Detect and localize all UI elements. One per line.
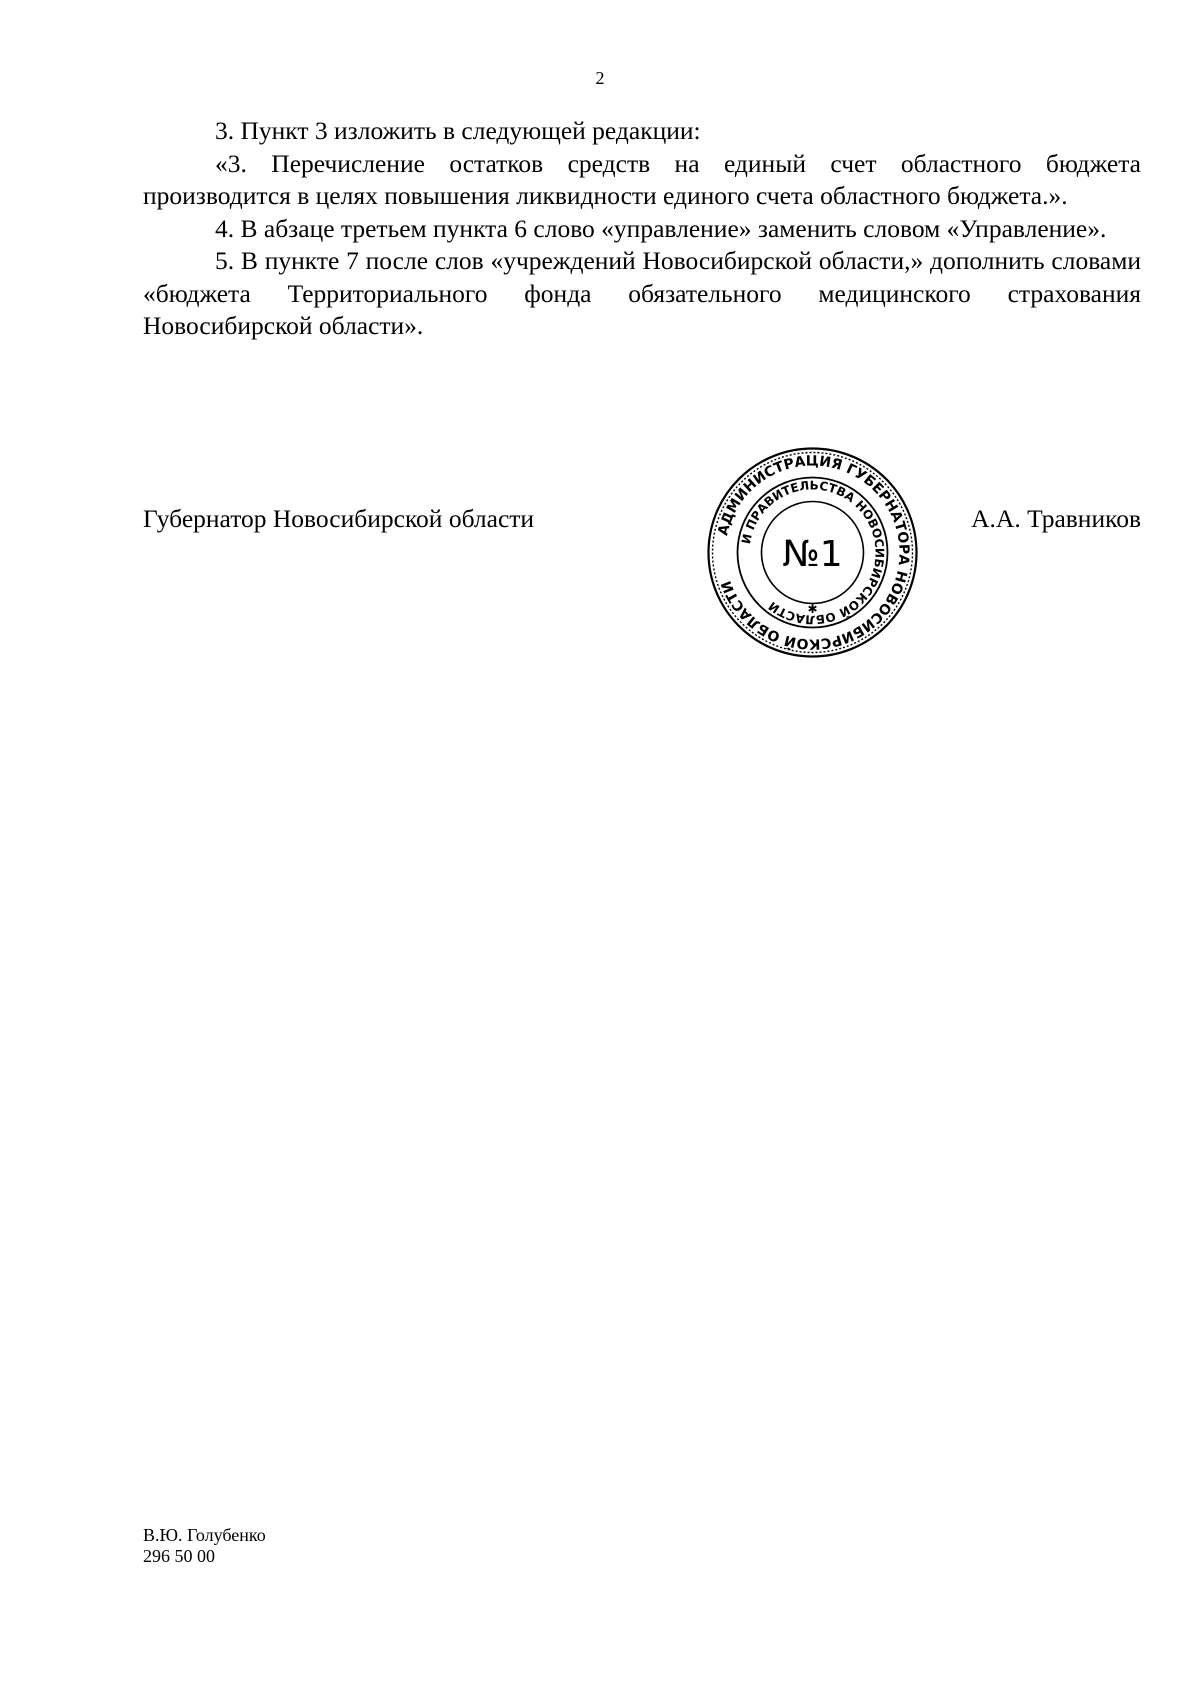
document-body	[143, 115, 1141, 343]
paragraph-item-3: 3. Пункт 3 изложить в следующей редакции:	[215, 116, 701, 145]
seal-outer-text: АДМИНИСТРАЦИЯ ГУБЕРНАТОРА НОВОСИБИРСКОЙ ОБЛАСТИ	[715, 453, 912, 652]
paragraph-item-4: 4. В абзаце третьем пункта 6 слово «управление» заменить словом «Управление».	[215, 213, 1107, 243]
page-number: 2	[595, 68, 605, 88]
contact-block	[143, 1525, 266, 1567]
paragraph-item-3-new-text: «3. Перечисление остатков средств на единый счет областного бюджета производится в целях повышения ликвидности единого счета областного бюджета.».	[143, 148, 1141, 210]
seal-star-icon: ✱	[807, 602, 818, 616]
contact-name: В.Ю. Голубенко	[143, 1525, 266, 1545]
official-seal-stamp	[700, 445, 925, 660]
signatory-name: А.А. Травников	[971, 504, 1141, 533]
paragraph-item-5: 5. В пункте 7 после слов «учреждений Новосибирской области,» дополнить словами «бюджета Территориального фонда обязательного медицинского страхования Новосибирской области».	[143, 246, 1141, 340]
signatory-position: Губернатор Новосибирской области	[143, 504, 535, 533]
contact-phone: 296 50 00	[143, 1546, 215, 1566]
seal-inner-text: И ПРАВИТЕЛЬСТВА НОВОСИБИРСКОЙ ОБЛАСТИ	[739, 478, 887, 627]
seal-number: №1	[782, 534, 843, 575]
